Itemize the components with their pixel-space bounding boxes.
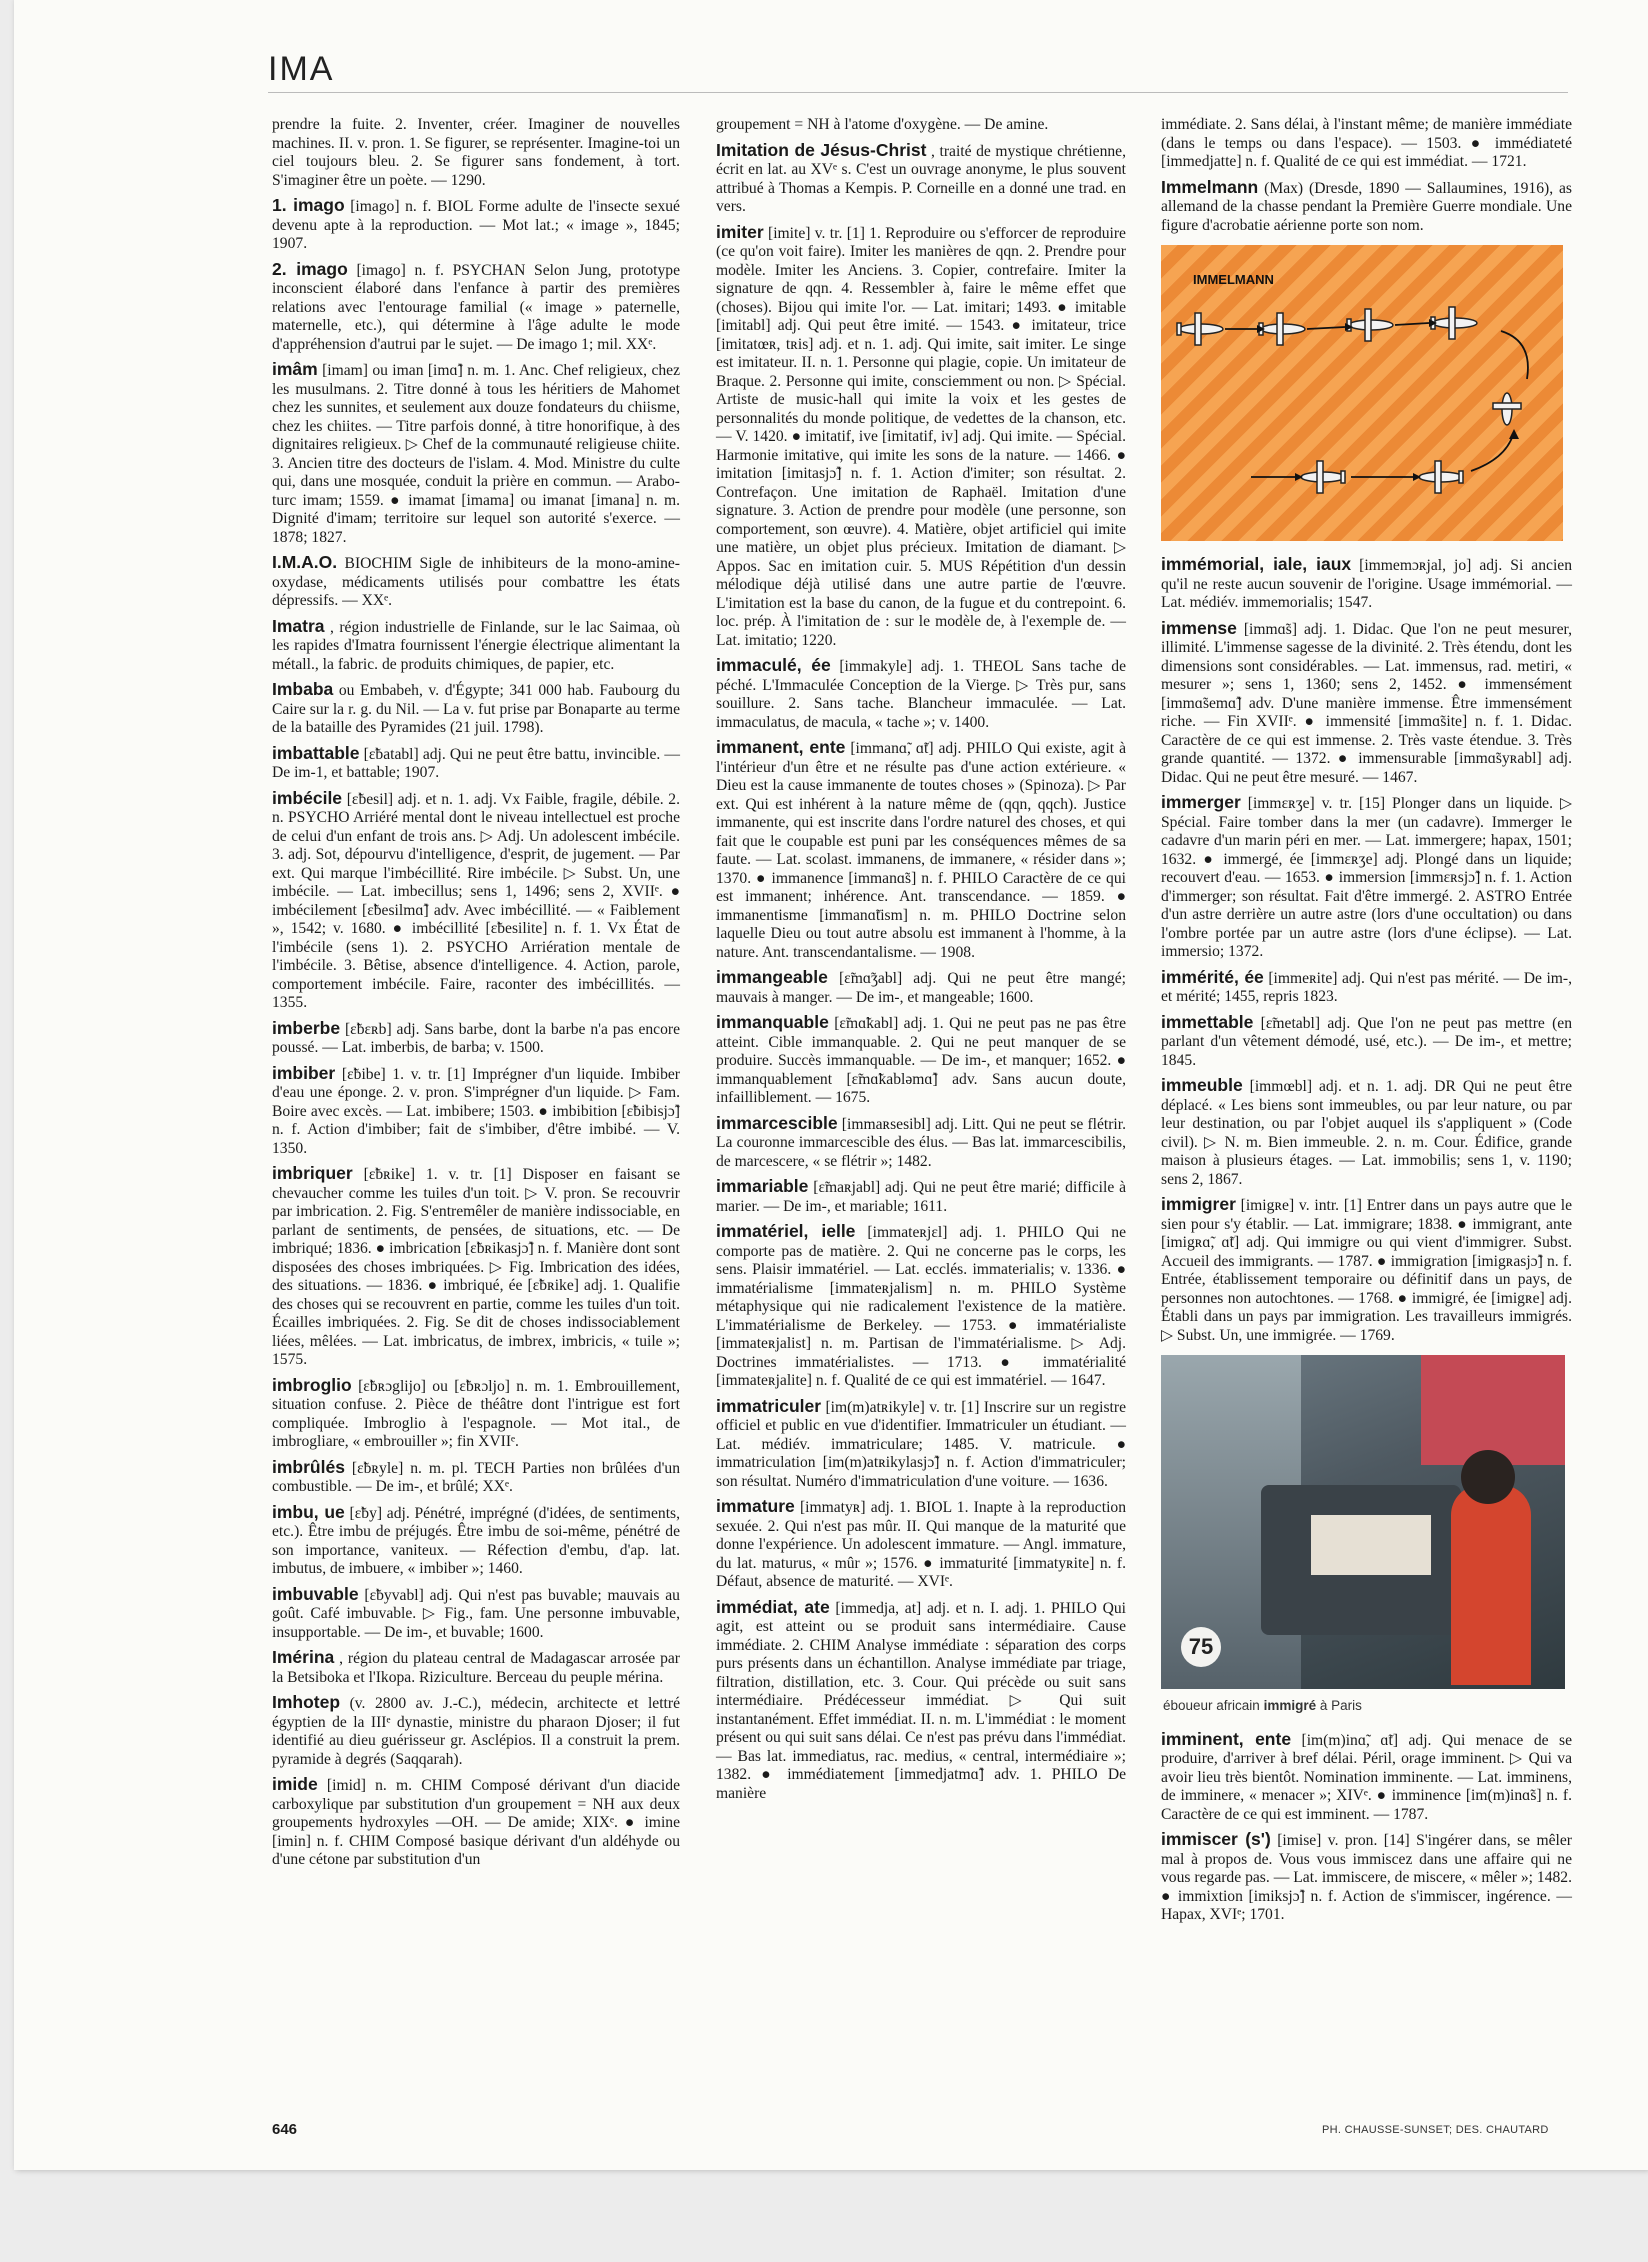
dictionary-entry [272, 196, 680, 254]
entry-definition: [immedja, at] adj. et n. I. adj. 1. PHILO Qui agit, est atteint ou se produit sans intermédiaire. Cause immédiate. 2. CHIM Analyse immédiate : séparation des corps purs présents dans un échantillon. Analyse immédiate par triage, filtration, distillation, etc. 3. Cour. Qui précède ou suit sans intermédiaire. Prédécesseur immédiat. ▷ Qui suit instantanément. Effet immédiat. II. n. m. L'immédiat : le moment présent ou qui suit sans délai. Ce n'est pas prévu dans l'immédiat. — Bas lat. immediatus, rac. medius, « central, intermédiaire »; 1382. ● immédiatement [immedjatmɑ̃] adv. 1. PHILO De manière [716, 1599, 1126, 1802]
entry-headword: immiscer (s') [1161, 1829, 1271, 1849]
dictionary-entry [716, 116, 1126, 135]
entry-definition: [ɛ̃by] adj. Pénétré, imprégné (d'idées, de sentiments, etc.). Être imbu de préjugés. Être imbu de soi-même, pénétré de son importance, vaniteux. — Réfection d'embu, d'ap. lat. imbutus, de imbuere, « imbiber »; 1460. [272, 1504, 681, 1577]
dictionary-entry [272, 1064, 680, 1159]
dictionary-entry [1161, 968, 1572, 1007]
entry-headword: immatériel, ielle [716, 1221, 856, 1241]
entry-definition: prendre la fuite. 2. Inventer, créer. Imaginer de nouvelles machines. II. v. pron. 1. Se figurer, se représenter. Imagine-toi un ciel toujours bleu. 2. Se figurer sans fondement, à tort. S'imaginer être un poète. — 1290. [272, 116, 680, 189]
entry-definition: [imago] n. f. BIOL Forme adulte de l'insecte sexué devenu apte à la reproduction. — Mot lat.; « image », 1845; 1907. [272, 198, 680, 252]
entry-definition: , région industrielle de Finlande, sur le lac Saimaa, où les rapides d'Imatra fournissent l'énergie électrique alimentant la métall., la fabric. de produits chimiques, de papier, etc. [272, 618, 680, 673]
dictionary-entry [272, 360, 680, 547]
dictionary-entry [716, 223, 1126, 651]
entry-headword: Imitation de Jésus-Christ [716, 139, 927, 160]
photo-garbage-collector [1161, 1355, 1565, 1689]
entry-definition: [imam] ou iman [imɑ̃] n. m. 1. Anc. Chef religieux, chez les musulmans. 2. Titre donné à tous les héritiers de Mahomet chez les sunnites, et seulement aux douze fondateurs du chiisme, chez les chiites. — Titre parfois donné, à titre honorifique, à des dignitaires religieux. ▷ Chef de la communauté religieuse chiite. 3. Ancien titre des docteurs de l'islam. 4. Mod. Ministre du culte qui, dans une mosquée, conduit la prière en commun. — Arabo-turc imam; 1559. ● imamat [imama] ou imanat [imana] n. m. Dignité d'imam; territoire sur lequel son autorité s'exerce. — 1878; 1827. [272, 362, 680, 546]
dictionary-entry [1161, 793, 1572, 962]
immelmann-label: IMMELMANN [1193, 272, 1274, 287]
entry-headword: immeuble [1161, 1075, 1243, 1095]
entry-headword: immatriculer [716, 1395, 822, 1416]
entry-definition: [ɛ̃mɑ̃ʒabl] adj. Qui ne peut être mangé; mauvais à manger. — De im-, et mangeable; 1600. [716, 970, 1126, 1006]
entry-headword: imiter [716, 221, 764, 242]
entry-headword: imbuvable [272, 1583, 359, 1604]
entry-definition: [immatyʀ] adj. 1. BIOL 1. Inapte à la reproduction sexuée. 2. Qui n'est pas mûr. II. Qui manque de la maturité que donne l'expérience. Un adolescent immature. — Angl. immature, du lat. maturus, « mûr »; 1576. ● immaturité [immatyʀite] n. f. Défaut, absence de maturité. — XVIᵉ. [716, 1499, 1126, 1590]
column-3-part-c [1161, 1730, 1572, 1925]
entry-definition: [imite] v. tr. [1] 1. Reproduire ou s'efforcer de reproduire (ce qu'on voit faire). Imiter les manières de qqn. 2. Prendre pour modèle. Imiter les Anciens. 3. Copier, contrefaire. Imiter la signature de qqn. 4. Ressembler à, faire le même effet que (choses). Bijou qui imite l'or. — Lat. imitari; 1493. ● imitable [imitabl] adj. Qui peut être imité. — 1543. ● imitateur, trice [imitatœʀ, tʀis] adj. et n. 1. adj. Qui imite, sait imiter. Le singe est imitateur. II. n. 1. Personne qui plagie, copie. Un imitateur de Braque. 2. Personne qui imite, consciemment ou non. ▷ Spécial. Artiste de music-hall qui imite la voix et les gestes de personnalités du monde politique, de vedettes de la chanson, etc. — V. 1420. ● imitatif, ive [imitatif, iv] adj. Qui imite. — Spécial. Harmonie imitative, qui imite les sons de la nature. — 1466. ● imitation [imitasjɔ̃] n. f. 1. Action d'imiter; son résultat. 2. Contrefaçon. Une imitation de Raphaël. Imitation d'une signature. 3. Action de prendre pour modèle (une personne, son comportement, son œuvre). 4. Matière, objet artificiel qui imite une matière, un objet plus précieux. Imitation de diamant. ▷ Appos. Sac en imitation cuir. 5. MUS Répétition d'un dessin mélodique déjà utilisé dans une autre partie de l'œuvre. L'imitation est la base du canon, de la fugue et du contrepoint. 6. loc. prép. À l'imitation de : sur le modèle de, à l'exemple de. — Lat. imitatio; 1220. [716, 224, 1126, 649]
plane-icon [1431, 307, 1477, 339]
plane-icon [1301, 461, 1345, 493]
entry-definition: [imise] v. pron. [14] S'ingérer dans, se mêler mal à propos de. Vous vous immiscez dans une affaire qui ne vous regarde pas. — Lat. immiscere, de miscere, « mêler »; 1482. ● immixtion [imiksjɔ̃] n. f. Action de s'immiscer, ingérence. — Hapax, XVIᵉ; 1701. [1161, 1832, 1572, 1923]
entry-headword: immanquable [716, 1012, 829, 1032]
entry-headword: immettable [1161, 1011, 1254, 1032]
dictionary-entry [716, 1497, 1126, 1592]
entry-definition: [ɛ̃metabl] adj. Que l'on ne peut pas mettre (en parlant d'un vêtement démodé, usé, etc.). — De im-, et mettre; 1845. [1161, 1014, 1572, 1069]
immelmann-figure [1161, 245, 1563, 541]
entry-definition: [imago] n. f. PSYCHAN Selon Jung, prototype inconscient élaboré dans l'enfance à partir des premières relations avec l'entourage familial (« image » paternelle, maternelle, etc.), qui détermine à l'âge adulte le mode d'appréhension d'autrui par le sujet. — De imago 1; mil. XXᵉ. [272, 261, 680, 353]
dictionary-entry [716, 1177, 1126, 1216]
entry-headword: immangeable [716, 967, 828, 987]
entry-headword: Imhotep [272, 1692, 341, 1712]
entry-headword: immense [1161, 617, 1237, 638]
entry-definition: [ɛ̃bʀike] 1. v. tr. [1] Disposer en faisant se chevaucher comme les tuiles d'un toit. ▷ V. pron. Se recouvrir par imbrication. 2. Fig. S'entremêler de manière indissociable, en parlant de sentiments, de pensées, de situations, etc. — De imbriqué; 1836. ● imbrication [ɛ̃bʀikasjɔ̃] n. f. Manière dont sont disposées des choses imbriquées. ▷ Fig. Imbrication des idées, des situations. — 1836. ● imbriqué, ée [ɛ̃bʀike] adj. 1. Qualifie des choses qui se recouvrent en partie, comme les tuiles d'un toit. Écailles imbriquées. 2. Fig. Se dit de choses indissociablement liées, mêlées. — Lat. imbricatus, de imbrex, imbricis, « tuile »; 1575. [272, 1166, 680, 1368]
dictionary-entry [272, 1585, 680, 1643]
entry-headword: 2. imago [272, 258, 348, 279]
dictionary-entry [272, 1164, 680, 1370]
page-number: 646 [272, 2121, 298, 2138]
entry-definition: [immɑ̃s] adj. 1. Didac. Que l'on ne peut mesurer, illimité. L'immense sagesse de la divinité. 2. Très étendu, dont les dimensions sont considérables. — Lat. immensus, rad. metiri, « mesurer »; sens 1, 1360; sens 2, 1452. ● immensément [immɑ̃semɑ̃] adv. D'une manière immense. Être immensément riche. — Fin XVIIᵉ. ● immensité [immɑ̃site] n. f. 1. Didac. Caractère de ce qui est immense. 2. Très vaste étendue. 3. Très grande quantité. — 1372. ● immensurable [immɑ̃syʀabl] adj. Didac. Qui ne peut être mesuré. — 1467. [1161, 620, 1572, 786]
dictionary-entry [1161, 178, 1572, 236]
entry-definition: [immemɔʀjal, jo] adj. Si ancien qu'il ne reste aucun souvenir de l'origine. Usage immémorial. — Lat. médiév. immemorialis; 1547. [1161, 557, 1572, 611]
column-3-part-b [1161, 555, 1572, 1345]
entry-definition: [ɛ̃bɛʀb] adj. Sans barbe, dont la barbe n'a pas encore poussé. — Lat. imberbis, de barba; v. 1500. [272, 1020, 680, 1056]
dictionary-entry [716, 1598, 1126, 1804]
entry-definition: , région du plateau central de Madagascar arrosée par la Betsiboka et l'Ikopa. Riziculture. Berceau du peuple mérina. [272, 1650, 680, 1686]
entry-definition: [ɛ̃mɑ̃kabl] adj. 1. Qui ne peut pas ne pas être atteint. Cible immanquable. 2. Qui ne peut manquer de se produire. Succès immanquable. — De im-, et manquer; 1652. ● immanquablement [ɛ̃mɑ̃kabləmɑ̃] adv. Sans aucun doute, infailliblement. — 1675. [716, 1015, 1126, 1106]
dictionary-entry [1161, 555, 1572, 613]
entry-headword: imbiber [272, 1062, 336, 1083]
dictionary-entry [1161, 1013, 1572, 1071]
photo-credit: PH. CHAUSSE-SUNSET; DES. CHAUTARD [1322, 2124, 1549, 2136]
entry-definition: [immakyle] adj. 1. THEOL Sans tache de péché. L'Immaculée Conception de la Vierge. ▷ Très pur, sans souillure. 2. Sans tache. Blancheur immaculée. — Lat. immaculatus, de macula, « tache »; v. 1400. [716, 658, 1127, 731]
entry-headword: immanent, ente [716, 737, 846, 757]
dictionary-entry [272, 1648, 680, 1687]
entry-headword: imbrûlés [272, 1456, 345, 1477]
entry-headword: immérité, ée [1161, 966, 1264, 987]
dictionary-entry [1161, 619, 1572, 788]
dictionary-entry [272, 1503, 680, 1579]
entry-definition: (Max) (Dresde, 1890 — Sallaumines, 1916), as allemand de la chasse pendant la Première Guerre mondiale. Une figure d'acrobatie aérienne porte son nom. [1161, 179, 1572, 234]
entry-definition: , traité de mystique chrétienne, écrit en lat. au XVᵉ s. C'est un ouvrage anonyme, le plus souvent attribué à Thomas a Kempis. P. Corneille en a donné une trad. en vers. [716, 142, 1127, 215]
entry-definition: immédiate. 2. Sans délai, à l'instant même; de manière immédiate (dans le temps ou dans l'espace). — 1503. ● immédiateté [immedjatte] n. f. Qualité de ce qui est immédiat. — 1721. [1161, 116, 1572, 170]
entry-headword: imide [272, 1774, 318, 1794]
entry-definition: [imid] n. m. CHIM Composé dérivant d'un diacide carboxylique par substitution d'un groupement = NH aux deux groupements hydroxyles —OH. — De amide; XIXᵉ. ● imine [imin] n. f. CHIM Composé basique dérivant d'un aldéhyde ou d'une cétone par substitution d'un [272, 1777, 680, 1868]
dictionary-entry [272, 553, 680, 611]
entry-definition: [ɛ̃bʀyle] n. m. pl. TECH Parties non brûlées d'un combustible. — De im-, et brûlé; XXᵉ. [272, 1459, 680, 1495]
entry-definition: groupement = NH à l'atome d'oxygène. — De amine. [716, 116, 1049, 133]
entry-headword: Imérina [272, 1647, 335, 1667]
entry-definition: [immœbl] adj. et n. 1. adj. DR Qui ne peut être déplacé. « Les biens sont immeubles, ou par leur nature, ou par leur destination, ou par l'objet auquel ils s'appliquent » (Code civil). ▷ N. m. Bien immeuble. 2. n. m. Cour. Édifice, grande maison à plusieurs étages. — Lat. immobilis; sens 1, v. 1190; sens 2, 1867. [1161, 1078, 1572, 1188]
entry-headword: Imbaba [272, 679, 334, 699]
dictionary-entry [272, 617, 680, 675]
entry-headword: immaculé, ée [716, 655, 831, 675]
photo-caption: éboueur africain immigré à Paris [1163, 1698, 1362, 1713]
entry-headword: I.M.A.O. [272, 552, 338, 572]
entry-definition: [immeʀite] adj. Qui n'est pas mérité. — De im-, et mérité; 1455, repris 1823. [1161, 969, 1572, 1005]
dictionary-entry [272, 1376, 680, 1452]
entry-headword: imbu, ue [272, 1501, 345, 1522]
entry-definition: [immaʀsesibl] adj. Litt. Qui ne peut se flétrir. La couronne immarcescible des élus. — Bas lat. immarcescibilis, de marcescere, « se flétrir »; 1482. [716, 1115, 1126, 1170]
entry-headword: immature [716, 1496, 795, 1516]
entry-headword: imbécile [272, 787, 343, 808]
entry-definition: (v. 2800 av. J.-C.), médecin, architecte et lettré égyptien de la IIIᵉ dynastie, ministre du pharaon Djoser; il fut identifié au dieu guérisseur gr. Asclépios. Il a construit la prem. pyramide à degrés (Saqqarah). [272, 1695, 680, 1768]
truck-number: 75 [1181, 1627, 1221, 1667]
entry-definition: [ɛ̃batabl] adj. Qui ne peut être battu, invincible. — De im-1, et battable; 1907. [272, 745, 680, 781]
entry-definition: [immateʀjɛl] adj. 1. PHILO Qui ne comporte pas de matière. 2. Qui ne concerne pas le corps, les sens. Plaisir immatériel. — Lat. ecclés. immaterialis; v. 1336. ● immatérialisme [immateʀjalism] n. m. PHILO Système métaphysique qui nie radicalement l'existence de la matière. L'immatérialisme de Berkeley. — 1753. ● immatérialiste [immateʀjalist] n. m. Partisan de l'immatérialisme. ▷ Adj. Doctrines immatérialistes. — 1713. ● immatérialité [immateʀjalite] n. f. Qualité de ce qui est immatériel. — 1647. [716, 1224, 1126, 1389]
entry-headword: imâm [272, 359, 318, 379]
entry-definition: [ɛ̃maʀjabl] adj. Qui ne peut être marié; difficile à marier. — De im-, et mariable; 1611. [716, 1179, 1126, 1215]
entry-definition: [ɛ̃bibe] 1. v. tr. [1] Imprégner d'un liquide. Imbiber d'eau une éponge. 2. v. pron. S'imprégner d'un liquide. ▷ Fam. Boire avec excès. — Lat. imbibere; 1503. ● imbibition [ɛ̃bibisjɔ̃] n. f. Action d'imbiber; fait de s'imbiber, d'être imbibé. — V. 1350. [272, 1065, 680, 1157]
header-rule [268, 92, 1568, 93]
dictionary-entry [716, 656, 1126, 732]
entry-definition: BIOCHIM Sigle de inhibiteurs de la mono-amine-oxydase, médicaments utilisés pour combattre les états dépressifs. — XXᵉ. [272, 555, 680, 609]
dictionary-entry [272, 116, 680, 190]
entry-headword: Imatra [272, 615, 325, 636]
entry-headword: immémorial, iale, iaux [1161, 554, 1352, 574]
dictionary-entry [272, 260, 680, 355]
entry-definition: [ɛ̃besil] adj. et n. 1. adj. Vx Faible, fragile, débile. 2. n. PSYCHO Arriéré mental dont le niveau intellectuel est proche de celui d'un enfant de trois ans. ▷ Adj. Un adolescent imbécile. 3. adj. Sot, dépourvu d'intelligence, d'esprit, de jugement. — Par ext. Qui marque l'imbécillité. Rire imbécile. ▷ Subst. Un, une imbécile. — Lat. imbecillus; sens 1, 1496; sens 2, XVIIᵉ. ● imbécilement [ɛ̃besilmɑ̃] adv. Avec imbécillité. — « Faiblement », 1542; v. 1680. ● imbécillité [ɛ̃besilite] n. f. 1. Vx État de l'imbécile (sens 1). 2. PSYCHO Arriération mentale de l'imbécile. 3. Bêtise, absence d'intelligence. 4. Action, parole, comportement imbécile. Faire, raconter des imbécillités. — 1355. [272, 790, 680, 1011]
dictionary-entry [272, 680, 680, 738]
entry-headword: immédiat, ate [716, 1596, 830, 1617]
entry-definition: [ɛ̃byvabl] adj. Qui n'est pas buvable; mauvais au goût. Café imbuvable. ▷ Fig., fam. Une personne imbuvable, insupportable. — De im-, et buvable; 1600. [272, 1586, 680, 1641]
dictionary-entry [716, 1013, 1126, 1108]
entry-headword: imbattable [272, 742, 360, 763]
plane-icon [1419, 461, 1463, 493]
entry-definition: [im(m)inɑ̃, ɑ̃t] adj. Qui menace de se produire, d'arriver à bref délai. Péril, orage imminent. ▷ Qui va avoir lieu très bientôt. Nomination imminente. — Lat. imminens, de imminere, « menacer »; XIVᵉ. ● imminence [im(m)inɑ̃s] n. f. Caractère de ce qui est imminent. — 1787. [1161, 1731, 1572, 1823]
dictionary-entry [1161, 1730, 1572, 1825]
immelmann-diagram [1161, 245, 1563, 541]
dictionary-entry [272, 1019, 680, 1058]
entry-headword: immariable [716, 1176, 809, 1196]
entry-headword: immarcescible [716, 1112, 838, 1133]
running-header: IMA [268, 50, 335, 88]
entry-headword: imminent, ente [1161, 1728, 1292, 1749]
column-3 [1161, 116, 1572, 1931]
entry-headword: imbriquer [272, 1163, 353, 1183]
plane-icon [1177, 313, 1223, 345]
column-3-part-a [1161, 116, 1572, 235]
dictionary-entry [1161, 1195, 1572, 1345]
entry-headword: immigrer [1161, 1194, 1236, 1214]
dictionary-entry [716, 968, 1126, 1007]
plane-icon [1493, 393, 1521, 425]
entry-headword: 1. imago [272, 195, 345, 215]
entry-definition: [ɛ̃bʀɔglijo] ou [ɛ̃bʀɔljo] n. m. 1. Embrouillement, situation confuse. 2. Pièce de théâtre dont l'intrigue est fort compliquée. Imbroglio à l'espagnole. — Mot ital., de imbrogliare, « embrouiller »; fin XVIIᵉ. [272, 1377, 680, 1450]
entry-headword: Immelmann [1161, 176, 1259, 197]
entry-definition: [immanɑ̃, ɑ̃t] adj. PHILO Qui existe, agit à l'intérieur d'un être et ne résulte pas d'une action extérieure. « Dieu est la cause immanente de toutes choses » (Spinoza). ▷ Par ext. Qui est inhérent à la nature même de (qqn, qqch). Justice immanente, qui est inscrite dans l'ordre naturel des choses, et qui fait que le coupable est puni par les conséquences mêmes de sa faute. — Lat. scolast. immanens, de immanere, « résider dans »; 1370. ● immanence [immanɑ̃s] n. f. PHILO Caractère de ce qui est immanent; inhérence. Ant. transcendance. — 1859. ● immanentisme [immanɑ̃tism] n. m. PHILO Doctrine selon laquelle Dieu ou tout autre absolu est immanent à l'homme, à la nature. Ant. transcendantalisme. — 1908. [716, 740, 1126, 961]
photo-figure [1161, 1355, 1572, 1716]
entry-definition: ou Embabeh, v. d'Égypte; 341 000 hab. Faubourg du Caire sur la r. g. du Nil. — La v. fut prise par Bonaparte au terme de la bataille des Pyramides (21 juil. 1798). [272, 682, 680, 736]
dictionary-entry [716, 1397, 1126, 1492]
column-1 [272, 116, 680, 1876]
dictionary-entry [272, 1775, 680, 1870]
dictionary-entry [1161, 1076, 1572, 1189]
dictionary-entry [716, 141, 1126, 217]
column-2 [716, 116, 1126, 1809]
dictionary-entry [272, 789, 680, 1013]
entry-headword: imbroglio [272, 1374, 352, 1395]
entry-headword: immerger [1161, 792, 1241, 812]
entry-definition: [imigʀe] v. intr. [1] Entrer dans un pays autre que le sien pour s'y établir. — Lat. immigrare; 1838. ● immigrant, ante [imigʀɑ̃, ɑ̃t] adj. Qui immigre ou qui vient d'immigrer. Subst. Accueil des immigrants. — 1787. ● immigration [imigʀasjɔ̃] n. f. Entrée, établissement temporaire ou définitif dans un pays, de personnes non autochtones. — 1768. ● immigré, ée [imigʀe] adj. Établi dans un pays par immigration. Les travailleurs immigrés. ▷ Subst. Un, une immigrée. — 1769. [1161, 1197, 1572, 1344]
plane-icon [1347, 309, 1393, 341]
entry-definition: [immɛʀʒe] v. tr. [15] Plonger dans un liquide. ▷ Spécial. Faire tomber dans la mer (un cadavre). Immerger le cadavre d'un marin péri en mer. — Lat. immergere; hapax, 1501; 1632. ● immergé, ée [immɛʀʒe] adj. Plongé dans un liquide; recouvert d'eau. — 1653. ● immersion [immɛʀsjɔ̃] n. f. 1. Action d'immerger; son résultat. Fait d'être immergé. 2. ASTRO Entrée d'un astre derrière un autre astre (lors d'une occultation) ou dans l'ombre portée par un autre astre (lors d'une éclipse). — Lat. immersio; 1372. [1161, 795, 1572, 960]
entry-headword: imberbe [272, 1017, 341, 1038]
dictionary-entry [716, 1222, 1126, 1391]
dictionary-entry [1161, 116, 1572, 172]
entry-definition: [im(m)atʀikyle] v. tr. [1] Inscrire sur un registre officiel et public en vue d'identifier. Immatriculer un étudiant. — Lat. médiév. immatriculare; 1485. V. matricule. ● immatriculation [im(m)atʀikylasjɔ̃] n. f. Action d'immatriculer; son résultat. Numéro d'immatriculation d'une voiture. — 1636. [716, 1398, 1126, 1490]
dictionary-entry [272, 1693, 680, 1769]
dictionary-entry [272, 1458, 680, 1497]
dictionary-entry [716, 738, 1126, 962]
plane-icon [1259, 313, 1305, 345]
dictionary-entry [716, 1114, 1126, 1172]
dictionary-entry [272, 744, 680, 783]
dictionary-entry [1161, 1830, 1572, 1925]
